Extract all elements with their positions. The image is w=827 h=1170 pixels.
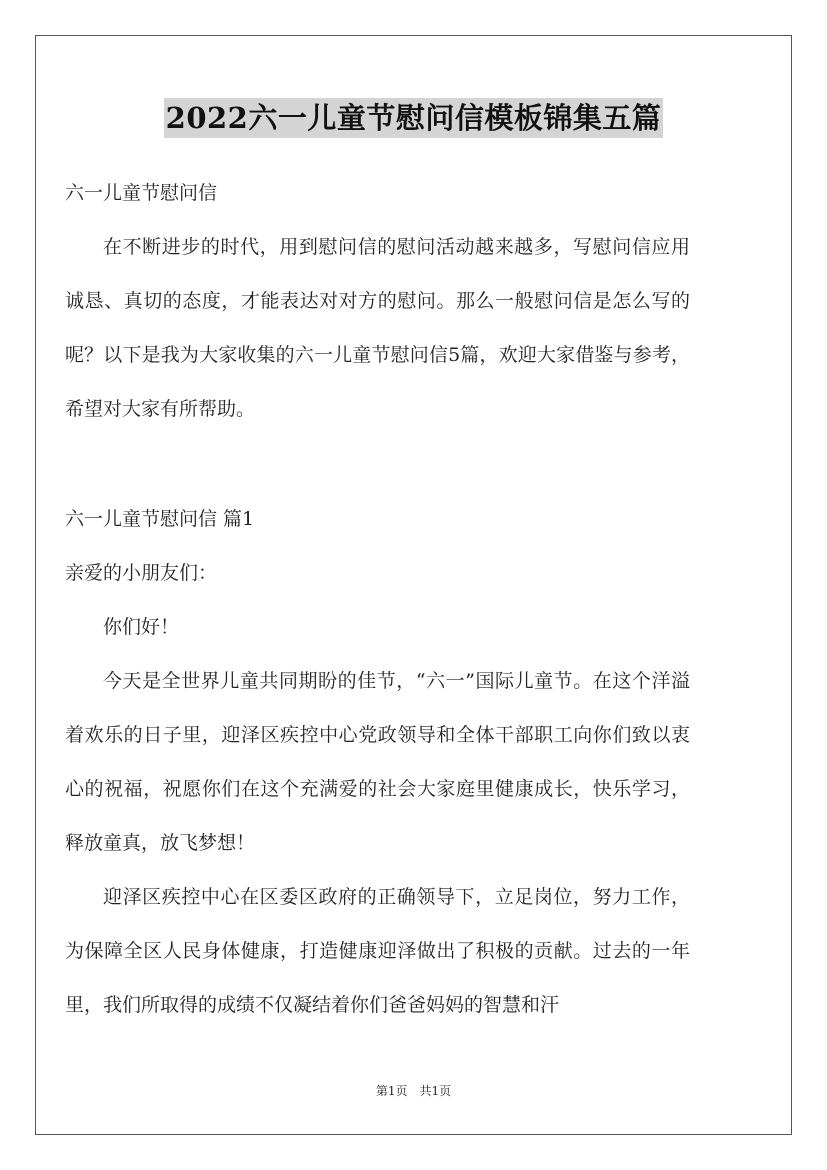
intro-block <box>65 220 690 436</box>
letter-paragraph-2: 迎泽区疾控中心在区委区政府的正确领导下，立足岗位，努力工作，为保障全区人民身体健康，打造健康迎泽做出了积极的贡献。过去的一年里，我们所取得的成绩不仅凝结着你们爸爸妈妈的智慧和汗 <box>65 886 690 1016</box>
document-title: 2022六一儿童节慰问信模板锦集五篇 <box>164 98 664 138</box>
page-total: 共1页 <box>419 1084 452 1098</box>
greeting-paragraph: 你们好！ <box>103 616 180 638</box>
letter-paragraph-1: 今天是全世界儿童共同期盼的佳节，“六一”国际儿童节。在这个洋溢着欢乐的日子里，迎泽区疾控中心党政领导和全体干部职工向你们致以衷心的祝福，祝愿你们在这个充满爱的社会大家庭里健康成长，快乐学习，释放童真，放飞梦想！ <box>65 670 690 854</box>
title-container <box>0 98 827 138</box>
page-footer <box>0 1082 827 1099</box>
salutation: 亲爱的小朋友们： <box>65 562 218 584</box>
document-heading: 六一儿童节慰问信 <box>65 182 218 204</box>
intro-paragraph: 在不断进步的时代，用到慰问信的慰问活动越来越多，写慰问信应用诚恳、真切的态度，才能表达对对方的慰问。那么一般慰问信是怎么写的呢？以下是我为大家收集的六一儿童节慰问信5篇，欢迎大家借鉴与参考，希望对大家有所帮助。 <box>65 236 690 420</box>
letter-body <box>65 600 690 1032</box>
page-number: 第1页 <box>375 1084 408 1098</box>
section-heading: 六一儿童节慰问信 篇1 <box>65 508 255 530</box>
